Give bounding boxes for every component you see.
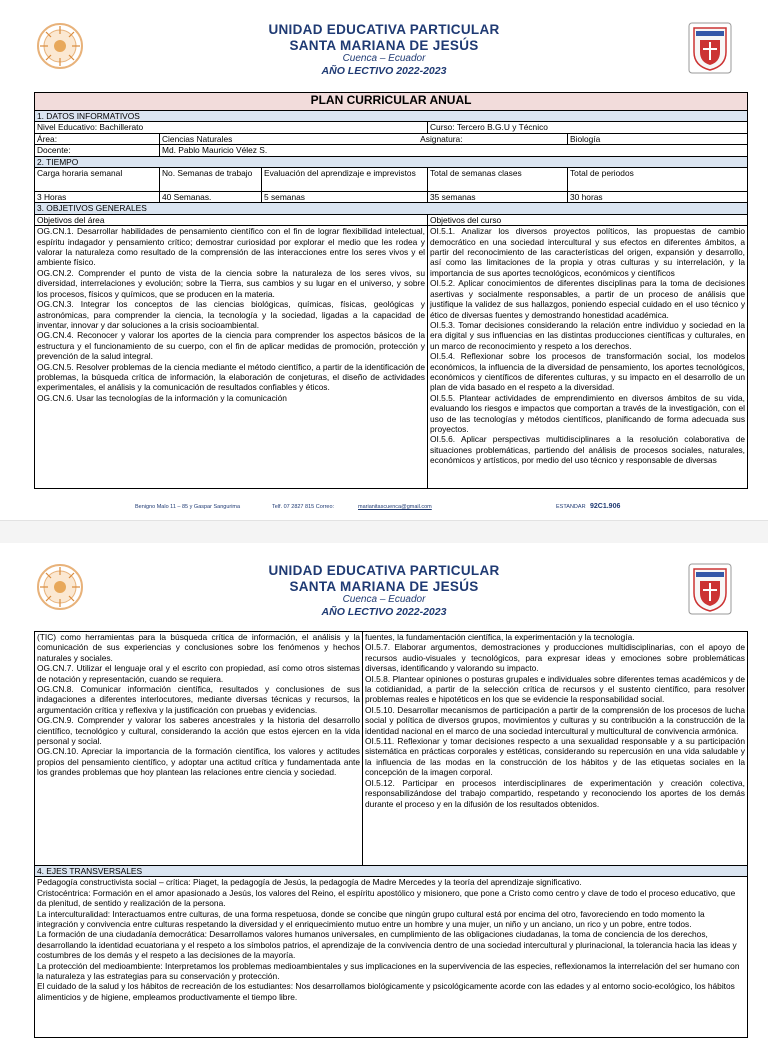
tiempo-total-semanas-value: 35 semanas (428, 192, 568, 203)
school-year: AÑO LECTIVO 2022-2023 (321, 606, 447, 618)
area-value (160, 133, 568, 144)
tiempo-header-evaluacion: Evaluación del aprendizaje e imprevistos (262, 168, 428, 192)
docente-label: Docente: (35, 145, 160, 156)
asignatura-value: Biología (568, 133, 748, 144)
school-name-line2: SANTA MARIANA DE JESÚS (289, 38, 479, 53)
school-name-line1: UNIDAD EDUCATIVA PARTICULAR (268, 22, 500, 37)
footer-address: Benigno Malo 11 – 85 y Gaspar Sangurima (135, 504, 241, 510)
plan-table-p2 (34, 631, 748, 1038)
footer-phone: Telf. 07 2827 815 Correo: (272, 504, 335, 510)
page-2 (0, 543, 768, 1024)
asignatura-label: Asignatura: (420, 133, 463, 144)
tiempo-carga-value: 3 Horas (35, 192, 160, 203)
tiempo-evaluacion-value: 5 semanas (262, 192, 428, 203)
area-value-text: Ciencias Naturales (162, 133, 233, 144)
curso: Curso: Tercero B.G.U y Técnico (428, 122, 748, 133)
objetivos-area-text-p2: (TIC) como herramientas para la búsqueda crítica de información, el análisis y la comunicación de sus experiencias y conclusiones sobre los fenómenos y hechos naturales y sociales. OG.CN.7. Utilizar el lenguaje oral y el escrito con propiedad, así como otros sistemas de notación y representación, cuando se requiera. OG.CN.8. Comunicar información científica, resultados y conclusiones de sus indagaciones a diferentes interlocutores, mediante diversas técnicas y recursos, la argumentación crítica y reflexiva y la justificación con pruebas y evidencias. OG.CN.9. Comprender y valorar los saberes ancestrales y la historia del desarrollo científico, tecnológico y cultural, considerando la acción que estos ejercen en la vida personal y social. OG.CN.10. Apreciar la importancia de la formación científica, los valores y actitudes propios del pensamiento científico, y adoptar una actitud crítica y fundamentada ante los grandes problemas que hoy plantean las relaciones entre ciencia y sociedad. (35, 632, 363, 866)
school-name-line2: SANTA MARIANA DE JESÚS (289, 579, 479, 594)
page-header (0, 22, 768, 102)
school-name-line1: UNIDAD EDUCATIVA PARTICULAR (268, 563, 500, 578)
footer-standard-label: ESTANDAR (556, 504, 586, 510)
objetivos-curso-text-p1: OI.5.1. Analizar los diversos proyectos políticos, las propuestas de cambio democrático en una sociedad intercultural y sus efectos en diferentes ámbitos, a partir del reconocimiento de las características del origen, expansión y desarrollo, así como las limitaciones de la propia y otras culturas y su interrelación, y la importancia de sus aportes tecnológicos, económicos y científicos OI.5.2. Aplicar conocimientos de diferentes disciplinas para la toma de decisiones asertivas y socialmente responsables, a partir de un proceso de análisis que justifique la validez de sus hallazgos, poniendo especial cuidado en el uso técnico y ético de diversas fuentes y demostrando honestidad académica. OI.5.3. Tomar decisiones considerando la relación entre individuo y sociedad en la era digital y sus influencias en las distintas producciones científicas y culturales, en un marco de reconocimiento y respeto a los derechos. OI.5.4. Reflexionar sobre los procesos de transformación social, los modelos económicos, la influencia de la diversidad de pensamiento, los aportes tecnológicos, económicos y científicos de diferentes culturas, y su impacto en el desarrollo de un plan de vida basado en el respeto a la diversidad. OI.5.5. Plantear actividades de emprendimiento en diversos ámbitos de su vida, evaluando los riesgos e impactos que comportan a través de la investigación, con el uso de las tecnologías y métodos científicos, planificando de forma adecuada sus proyectos. OI.5.6. Aplicar perspectivas multidisciplinares a la resolución colaborativa de situaciones problemáticas, partiendo del análisis de procesos sociales, naturales, económicos y artísticos, por medio del uso técnico y responsable de diversas (428, 226, 748, 489)
footer-standard-code: 92C1.906 (590, 503, 621, 510)
tiempo-header-total-semanas: Total de semanas clases (428, 168, 568, 192)
objetivos-curso-header: Objetivos del curso (428, 214, 748, 225)
school-city: Cuenca – Ecuador (342, 53, 426, 64)
tiempo-total-periodos-value: 30 horas (568, 192, 748, 203)
plan-title: PLAN CURRICULAR ANUAL (35, 93, 748, 111)
plan-table-p1 (34, 92, 748, 489)
tiempo-header-semanas: No. Semanas de trabajo (160, 168, 262, 192)
section-ejes-transversales: 4. EJES TRANSVERSALES (35, 866, 748, 877)
school-name-block (0, 22, 768, 78)
ejes-transversales-text: Pedagogía constructivista social – crítica: Piaget, la pedagogía de Jesús, la pedagogía de Madre Mercedes y la teoría del aprendizaje significativo. Cristocéntrica: Formación en el amor apasionado a Jesús, los valores del Reino, el espíritu apostólico y misionero, que pone a Cristo como centro y clave de todo el proceso educativo, que da plenitud, de sentido y realización de la persona. La interculturalidad: Interactuamos entre culturas, de una forma respetuosa, donde se concibe que ningún grupo cultural está por encima del otro, favoreciendo en todo momento la integración y convivencia entre culturas respetando la diversidad y el enriquecimiento mutuo entre un hombre y una mujer, un niño y un anciano, un rico y un pobre, entre todos. La formación de una ciudadanía democrática: Desarrollamos valores humanos universales, en cumplimiento de las obligaciones ciudadanas, la toma de conciencia de los derechos, desarrollando la identidad ecuatoriana y el respeto a los símbolos patrios, el aprendizaje de la convivencia dentro de una sociedad intercultural y plurinacional, la tolerancia hacia las ideas y costumbres de los demás y el respeto a las decisiones de la mayoría. La protección del medioambiente: Interpretamos los problemas medioambientales y sus implicaciones en la supervivencia de las especies, reflexionamos la interrelación del ser humano con la naturaleza y las estrategias para su conservación y protección. El cuidado de la salud y los hábitos de recreación de los estudiantes: Nos desarrollamos biológicamente y psicológicamente acorde con las edades y al entorno socio-ecológico, los hábitos alimenticios y de higiene, empleamos productivamente el tiempo libre. (35, 877, 748, 1038)
school-city: Cuenca – Ecuador (342, 594, 426, 605)
school-year: AÑO LECTIVO 2022-2023 (321, 65, 447, 77)
page-break (0, 520, 768, 544)
section-objetivos-generales: 3. OBJETIVOS GENERALES (35, 203, 748, 214)
docente-value: Md. Pablo Mauricio Vélez S. (160, 145, 748, 156)
objetivos-area-text-p1: OG.CN.1. Desarrollar habilidades de pensamiento científico con el fin de lograr flexibilidad intelectual, espíritu indagador y pensamiento crítico; demostrar curiosidad por explorar el medio que les rodea y valorar la naturaleza como resultado de la comprensión de las interacciones entre los seres vivos y el ambiente físico. OG.CN.2. Comprender el punto de vista de la ciencia sobre la naturaleza de los seres vivos, su diversidad, interrelaciones y evolución; sobre la Tierra, sus cambios y su lugar en el universo, y sobre los procesos, físicos y químicos, que se producen en la materia. OG.CN.3. Integrar los conceptos de las ciencias biológicas, químicas, físicas, geológicas y astronómicas, para comprender la ciencia, la tecnología y la sociedad, ligadas a la capacidad de inventar, innovar y dar soluciones a la crisis socioambiental. OG.CN.4. Reconocer y valorar los aportes de la ciencia para comprender los aspectos básicos de la estructura y el funcionamiento de su cuerpo, con el fin de aplicar medidas de promoción, protección y prevención de la salud integral. OG.CN.5. Resolver problemas de la ciencia mediante el método científico, a partir de la identificación de problemas, la búsqueda crítica de información, la elaboración de conjeturas, el diseño de actividades experimentales, el análisis y la comunicación de resultados confiables y éticos. OG.CN.6. Usar las tecnologías de la información y la comunicación (35, 226, 428, 489)
page-footer (0, 504, 768, 514)
school-name-block (0, 563, 768, 619)
objetivos-area-header-spacer (262, 214, 428, 225)
objetivos-area-header: Objetivos del área (35, 214, 262, 225)
area-label: Área: (35, 133, 160, 144)
tiempo-semanas-value: 40 Semanas. (160, 192, 262, 203)
tiempo-header-carga: Carga horaria semanal (35, 168, 160, 192)
section-tiempo: 2. TIEMPO (35, 156, 748, 167)
section-datos-informativos: 1. DATOS INFORMATIVOS (35, 111, 748, 122)
footer-email-wrap (358, 504, 432, 510)
nivel-educativo: Nivel Educativo: Bachillerato (35, 122, 428, 133)
footer-email-link[interactable]: marianitascuenca@gmail.com (358, 504, 432, 510)
tiempo-header-total-periodos: Total de periodos (568, 168, 748, 192)
objetivos-curso-text-p2: fuentes, la fundamentación científica, la experimentación y la tecnología. OI.5.7. Elaborar argumentos, demostraciones y producciones multidisciplinarias, con el apoyo de recursos audio-visuales y tecnológicos, para expresar ideas y emociones sobre problemáticas diversas, identificando y valorando su impacto. OI.5.8. Plantear opiniones o posturas grupales e individuales sobre diferentes temas académicos y de la cotidianidad, a partir de la selección crítica de recursos y el sustento científico, para resolver problemas reales e hipotéticos en los que se evidencie la responsabilidad social. OI.5.10. Desarrollar mecanismos de participación a partir de la comprensión de los procesos de lucha social y política de diversos grupos, movimientos y culturas y su contribución a la construcción de la identidad nacional en el marco de una sociedad intercultural y multicultural de convivencia armónica. OI.5.11. Reflexionar y tomar decisiones respecto a una sexualidad responsable y a su participación sistemática en prácticas corporales y estéticas, considerando su repercusión en una vida saludable y la influencia de las modas en la construcción de los hábitos y de las etiquetas sociales en la concepción de la imagen corporal. OI.5.12. Participar en procesos interdisciplinares de experimentación y creación colectiva, responsabilizándose del trabajo compartido, respetando y reconociendo los aportes de los demás durante el proceso y en la difusión de los resultados obtenidos. (363, 632, 748, 866)
